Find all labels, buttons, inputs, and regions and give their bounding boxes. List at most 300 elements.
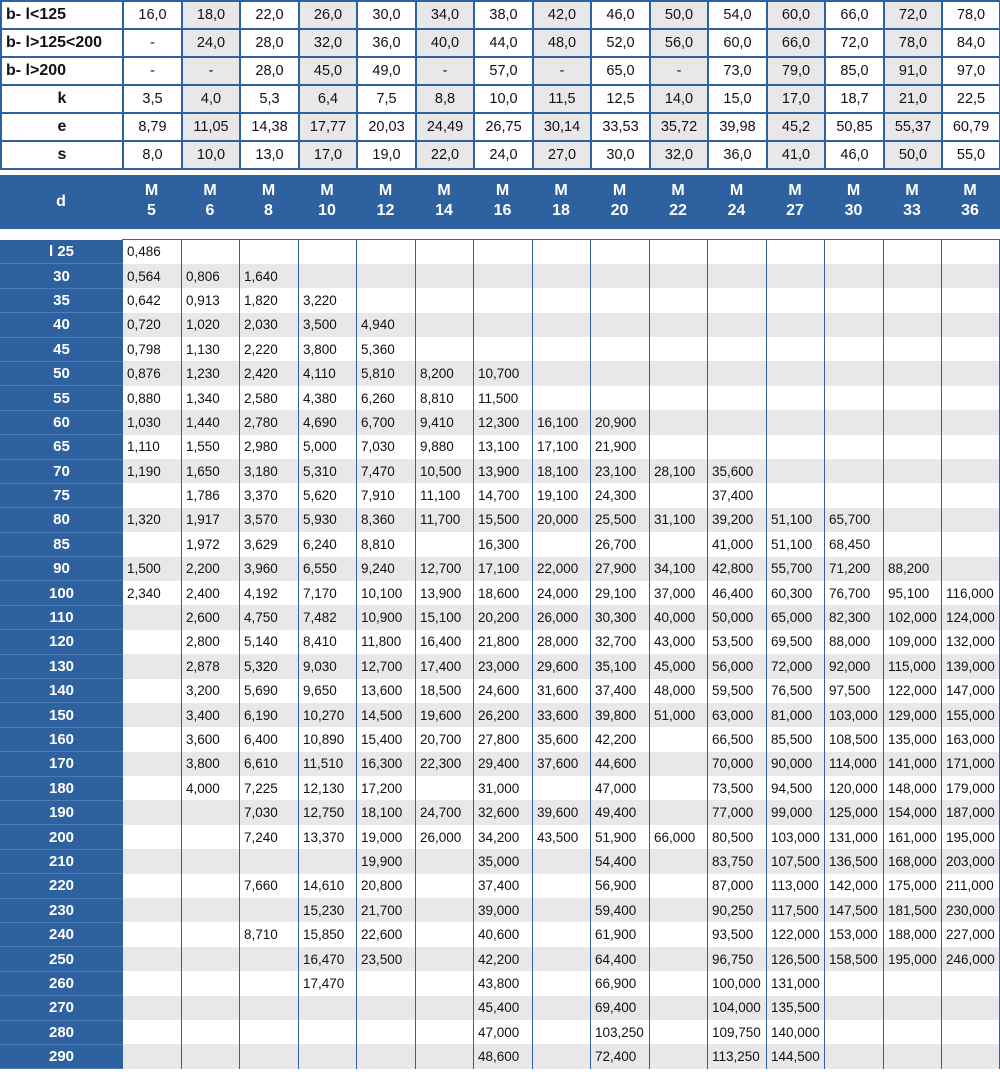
weight-cell: [591, 240, 650, 264]
weight-cell: [357, 1020, 416, 1044]
weight-cell: [767, 337, 825, 361]
weight-cell: 18,600: [474, 581, 533, 605]
weight-cell: [533, 922, 591, 946]
weight-cell: 5,930: [299, 508, 357, 532]
spec-cell: 26,0: [299, 1, 357, 29]
weight-cell: 17,100: [533, 435, 591, 459]
weight-cell: 8,710: [240, 922, 299, 946]
size-column-header: [649, 175, 707, 229]
weight-cell: [884, 288, 942, 312]
spec-cell: -: [123, 57, 182, 85]
weight-cell: 195,000: [942, 825, 1000, 849]
table-row: [1, 361, 1000, 385]
spec-cell: 36,0: [708, 141, 767, 169]
weight-cell: 1,917: [182, 508, 240, 532]
weight-cell: 2,200: [182, 557, 240, 581]
weight-cell: 17,400: [416, 654, 474, 678]
thread-size: 5: [147, 202, 156, 219]
weight-cell: 7,470: [357, 459, 416, 483]
weight-cell: 3,800: [182, 752, 240, 776]
spec-cell: 57,0: [474, 57, 533, 85]
spec-cell: 18,0: [182, 1, 240, 29]
weight-cell: 4,110: [299, 361, 357, 385]
table-row: [1, 971, 1000, 995]
spec-cell: 33,53: [591, 113, 650, 141]
weight-cell: 1,190: [123, 459, 182, 483]
weight-cell: [123, 996, 182, 1020]
weight-cell: 47,000: [591, 776, 650, 800]
weight-cell: [650, 971, 708, 995]
weight-cell: 188,000: [884, 922, 942, 946]
spec-cell: -: [650, 57, 708, 85]
weight-cell: [123, 874, 182, 898]
weight-cell: 76,700: [825, 581, 884, 605]
weight-cell: 14,500: [357, 703, 416, 727]
table-row: [1, 874, 1000, 898]
weight-cell: [591, 288, 650, 312]
weight-cell: [123, 679, 182, 703]
weight-cell: [650, 337, 708, 361]
weight-cell: [182, 898, 240, 922]
weight-cell: [416, 971, 474, 995]
weight-cell: 3,500: [299, 313, 357, 337]
weight-cell: 9,880: [416, 435, 474, 459]
table-row: [1, 825, 1000, 849]
weight-cell: [299, 849, 357, 873]
table-row: [1, 508, 1000, 532]
spec-cell: 12,5: [591, 85, 650, 113]
length-label: 45: [1, 337, 123, 361]
weight-cell: 94,500: [767, 776, 825, 800]
weight-cell: [416, 996, 474, 1020]
weight-cell: 5,310: [299, 459, 357, 483]
weight-cell: 72,000: [767, 654, 825, 678]
weight-cell: 120,000: [825, 776, 884, 800]
weight-cell: 103,250: [591, 1020, 650, 1044]
weight-cell: [240, 971, 299, 995]
weight-cell: 108,500: [825, 727, 884, 751]
length-label: l 25: [1, 240, 123, 264]
weight-cell: 12,300: [474, 410, 533, 434]
thread-size: 30: [844, 202, 863, 219]
length-label: 150: [1, 703, 123, 727]
thread-prefix: M: [203, 182, 217, 199]
weight-cell: 96,750: [708, 947, 767, 971]
weight-cell: 82,300: [825, 605, 884, 629]
weight-cell: [240, 849, 299, 873]
weight-cell: [533, 337, 591, 361]
weight-cell: 122,000: [767, 922, 825, 946]
spec-cell: 32,0: [650, 141, 708, 169]
thread-size: 22: [669, 202, 687, 219]
weight-cell: [942, 532, 1000, 556]
weight-cell: 59,400: [591, 898, 650, 922]
weight-cell: 20,000: [533, 508, 591, 532]
spec-cell: 27,0: [533, 141, 591, 169]
spec-body: [1, 1, 1000, 169]
spec-cell: 49,0: [357, 57, 416, 85]
weight-cell: [416, 313, 474, 337]
size-column-header: [356, 175, 415, 229]
table-row: [1, 679, 1000, 703]
length-label: 55: [1, 386, 123, 410]
weight-cell: 19,100: [533, 483, 591, 507]
spec-cell: 45,2: [767, 113, 825, 141]
weight-cell: 66,500: [708, 727, 767, 751]
weight-cell: [942, 483, 1000, 507]
spec-cell: 72,0: [825, 29, 884, 57]
weight-cell: 0,798: [123, 337, 182, 361]
weight-cell: 40,600: [474, 922, 533, 946]
length-label: 35: [1, 288, 123, 312]
weight-cell: [650, 776, 708, 800]
spec-cell: 20,03: [357, 113, 416, 141]
weight-cell: 5,620: [299, 483, 357, 507]
weight-cell: 132,000: [942, 630, 1000, 654]
weight-cell: 6,400: [240, 727, 299, 751]
weight-cell: [884, 1020, 942, 1044]
weight-cell: 117,500: [767, 898, 825, 922]
weight-cell: [708, 435, 767, 459]
weight-cell: [825, 459, 884, 483]
weight-cell: 7,910: [357, 483, 416, 507]
weight-cell: [533, 386, 591, 410]
weight-cell: 7,030: [240, 800, 299, 824]
weight-cell: 88,200: [884, 557, 942, 581]
weight-cell: 87,000: [708, 874, 767, 898]
weight-cell: 3,200: [182, 679, 240, 703]
spec-cell: 8,79: [123, 113, 182, 141]
weight-cell: 2,340: [123, 581, 182, 605]
weight-cell: 10,500: [416, 459, 474, 483]
weight-cell: [650, 532, 708, 556]
spec-cell: 14,38: [240, 113, 299, 141]
weight-cell: 23,500: [357, 947, 416, 971]
weight-cell: [182, 800, 240, 824]
thread-prefix: M: [320, 182, 334, 199]
weight-cell: [533, 240, 591, 264]
weight-cell: [650, 752, 708, 776]
weight-cell: 45,400: [474, 996, 533, 1020]
weight-cell: 60,300: [767, 581, 825, 605]
weight-cell: 144,500: [767, 1044, 825, 1068]
weight-cell: [299, 264, 357, 288]
weight-cell: [708, 410, 767, 434]
length-label: 290: [1, 1044, 123, 1068]
weight-cell: 4,750: [240, 605, 299, 629]
weight-cell: 8,200: [416, 361, 474, 385]
spec-cell: 38,0: [474, 1, 533, 29]
spec-cell: 6,4: [299, 85, 357, 113]
weight-cell: 49,400: [591, 800, 650, 824]
weight-cell: [942, 361, 1000, 385]
length-label: 70: [1, 459, 123, 483]
weight-cell: [650, 898, 708, 922]
weight-cell: 6,700: [357, 410, 416, 434]
weight-cell: [357, 1044, 416, 1068]
table-row: [1, 337, 1000, 361]
weight-cell: 9,650: [299, 679, 357, 703]
weight-cell: 23,000: [474, 654, 533, 678]
weight-cell: 31,600: [533, 679, 591, 703]
length-label: 250: [1, 947, 123, 971]
weight-cell: [825, 288, 884, 312]
spec-cell: 22,0: [240, 1, 299, 29]
weight-cell: 9,410: [416, 410, 474, 434]
weight-cell: [884, 313, 942, 337]
weight-cell: [942, 240, 1000, 264]
weight-cell: 9,030: [299, 654, 357, 678]
weight-cell: 6,610: [240, 752, 299, 776]
spec-cell: 39,98: [708, 113, 767, 141]
weight-cell: [650, 410, 708, 434]
weight-cell: [357, 264, 416, 288]
weight-cell: 163,000: [942, 727, 1000, 751]
weight-cell: 8,410: [299, 630, 357, 654]
weight-cell: 27,900: [591, 557, 650, 581]
weight-cell: 5,810: [357, 361, 416, 385]
weight-cell: 70,000: [708, 752, 767, 776]
spec-cell: -: [123, 29, 182, 57]
weight-cell: 2,980: [240, 435, 299, 459]
weight-cell: [884, 240, 942, 264]
spec-cell: -: [416, 57, 474, 85]
weight-cell: [650, 264, 708, 288]
weight-cell: [942, 971, 1000, 995]
thread-prefix: M: [846, 182, 861, 199]
weight-cell: [767, 361, 825, 385]
weight-cell: 4,690: [299, 410, 357, 434]
weight-cell: [767, 288, 825, 312]
weight-cell: [357, 288, 416, 312]
length-label: 130: [1, 654, 123, 678]
table-row: [1, 386, 1000, 410]
weight-cell: [650, 727, 708, 751]
spec-cell: 66,0: [825, 1, 884, 29]
weight-cell: [591, 386, 650, 410]
weight-cell: 24,000: [533, 581, 591, 605]
thread-size: 10: [318, 202, 336, 219]
length-label: 210: [1, 849, 123, 873]
table-row: [1, 630, 1000, 654]
weight-cell: 5,140: [240, 630, 299, 654]
weight-cell: [942, 264, 1000, 288]
weight-cell: 2,878: [182, 654, 240, 678]
weight-cell: 17,200: [357, 776, 416, 800]
weight-cell: 187,000: [942, 800, 1000, 824]
thread-prefix: M: [963, 182, 977, 199]
size-column-header: [824, 175, 883, 229]
weight-cell: 227,000: [942, 922, 1000, 946]
weight-cell: 37,400: [591, 679, 650, 703]
spec-cell: 42,0: [533, 1, 591, 29]
weight-cell: 59,500: [708, 679, 767, 703]
weight-cell: 24,300: [591, 483, 650, 507]
table-row: [1, 752, 1000, 776]
spec-table: [0, 0, 1000, 170]
weights-table: [0, 239, 1000, 1069]
weight-cell: 7,030: [357, 435, 416, 459]
thread-size: 20: [610, 202, 629, 219]
weight-cell: 179,000: [942, 776, 1000, 800]
weight-cell: 1,110: [123, 435, 182, 459]
weight-cell: [884, 386, 942, 410]
weight-cell: 148,000: [884, 776, 942, 800]
weight-cell: 109,000: [884, 630, 942, 654]
weight-cell: 26,700: [591, 532, 650, 556]
spec-cell: 50,0: [650, 1, 708, 29]
weight-cell: [825, 313, 884, 337]
spec-cell: 7,5: [357, 85, 416, 113]
weight-cell: 16,300: [357, 752, 416, 776]
weight-cell: 109,750: [708, 1020, 767, 1044]
weight-cell: [884, 483, 942, 507]
weight-cell: [650, 240, 708, 264]
table-row: [1, 313, 1000, 337]
weight-cell: 21,700: [357, 898, 416, 922]
weight-cell: 12,130: [299, 776, 357, 800]
thread-prefix: M: [671, 182, 685, 199]
weight-cell: 122,000: [884, 679, 942, 703]
weight-cell: [123, 654, 182, 678]
weight-cell: 73,500: [708, 776, 767, 800]
weight-cell: [767, 264, 825, 288]
weight-cell: [123, 898, 182, 922]
thread-size: 16: [493, 202, 512, 219]
length-label: 160: [1, 727, 123, 751]
spec-cell: 79,0: [767, 57, 825, 85]
weight-cell: 3,180: [240, 459, 299, 483]
weight-cell: [533, 1020, 591, 1044]
weight-cell: 141,000: [884, 752, 942, 776]
spec-cell: 54,0: [708, 1, 767, 29]
spec-row: [1, 1, 1000, 29]
spec-row: [1, 113, 1000, 141]
weight-cell: [474, 337, 533, 361]
weight-cell: 69,400: [591, 996, 650, 1020]
thread-prefix: M: [437, 182, 451, 199]
weight-cell: [825, 1044, 884, 1068]
length-label: 190: [1, 800, 123, 824]
spec-row-label: k: [1, 85, 123, 113]
weight-cell: 15,100: [416, 605, 474, 629]
weight-cell: [708, 386, 767, 410]
spec-cell: 35,72: [650, 113, 708, 141]
size-column-header: [707, 175, 766, 229]
weight-cell: 14,610: [299, 874, 357, 898]
weight-cell: 71,200: [825, 557, 884, 581]
weight-cell: [533, 776, 591, 800]
weight-cell: [533, 313, 591, 337]
weight-cell: [182, 874, 240, 898]
weight-cell: [825, 264, 884, 288]
length-label: 30: [1, 264, 123, 288]
weight-cell: 93,500: [708, 922, 767, 946]
spec-cell: 3,5: [123, 85, 182, 113]
weight-cell: [357, 240, 416, 264]
spec-cell: 46,0: [591, 1, 650, 29]
thread-size: 27: [786, 202, 804, 219]
spec-row-label: b- l<125: [1, 1, 123, 29]
size-column-header: [239, 175, 298, 229]
weight-cell: 3,629: [240, 532, 299, 556]
weight-cell: 154,000: [884, 800, 942, 824]
spec-cell: 30,0: [591, 141, 650, 169]
weight-cell: 10,100: [357, 581, 416, 605]
weight-cell: [123, 922, 182, 946]
weight-cell: 10,270: [299, 703, 357, 727]
table-row: [1, 1020, 1000, 1044]
weight-cell: 2,600: [182, 605, 240, 629]
weight-cell: [708, 337, 767, 361]
weight-cell: 66,900: [591, 971, 650, 995]
weight-cell: 37,400: [708, 483, 767, 507]
weight-cell: 125,000: [825, 800, 884, 824]
weight-cell: [533, 361, 591, 385]
weight-cell: [591, 313, 650, 337]
weight-cell: 246,000: [942, 947, 1000, 971]
weight-cell: [123, 752, 182, 776]
length-label: 110: [1, 605, 123, 629]
weight-cell: 18,500: [416, 679, 474, 703]
spec-row-label: b- l>200: [1, 57, 123, 85]
size-column-header: [532, 175, 590, 229]
spec-cell: 85,0: [825, 57, 884, 85]
weight-cell: 0,806: [182, 264, 240, 288]
spec-cell: 8,0: [123, 141, 182, 169]
weight-cell: 39,600: [533, 800, 591, 824]
size-column-header: [883, 175, 941, 229]
thread-size: 18: [552, 202, 570, 219]
weight-cell: 35,100: [591, 654, 650, 678]
weight-cell: [299, 1020, 357, 1044]
table-row: [1, 581, 1000, 605]
weight-cell: [591, 264, 650, 288]
weight-cell: [650, 288, 708, 312]
weight-cell: 140,000: [767, 1020, 825, 1044]
weight-cell: 11,100: [416, 483, 474, 507]
length-label: 85: [1, 532, 123, 556]
weight-cell: 2,400: [182, 581, 240, 605]
weight-cell: 104,000: [708, 996, 767, 1020]
length-label: 60: [1, 410, 123, 434]
size-column-header: [298, 175, 356, 229]
weight-cell: [825, 337, 884, 361]
weight-cell: 45,000: [650, 654, 708, 678]
weight-cell: [533, 874, 591, 898]
weight-cell: 7,240: [240, 825, 299, 849]
weight-cell: 29,100: [591, 581, 650, 605]
weight-cell: 0,913: [182, 288, 240, 312]
weight-cell: 68,450: [825, 532, 884, 556]
weight-cell: [123, 800, 182, 824]
weight-cell: [123, 776, 182, 800]
weight-cell: [942, 459, 1000, 483]
spec-cell: 21,0: [884, 85, 942, 113]
weight-cell: [825, 410, 884, 434]
table-row: [1, 435, 1000, 459]
weight-cell: [123, 630, 182, 654]
weight-cell: 18,100: [357, 800, 416, 824]
spec-cell: 18,7: [825, 85, 884, 113]
weight-cell: 39,000: [474, 898, 533, 922]
weight-cell: [884, 532, 942, 556]
spec-cell: 28,0: [240, 57, 299, 85]
weight-cell: 65,700: [825, 508, 884, 532]
weight-cell: 3,570: [240, 508, 299, 532]
weight-cell: [650, 435, 708, 459]
weight-cell: 21,900: [591, 435, 650, 459]
